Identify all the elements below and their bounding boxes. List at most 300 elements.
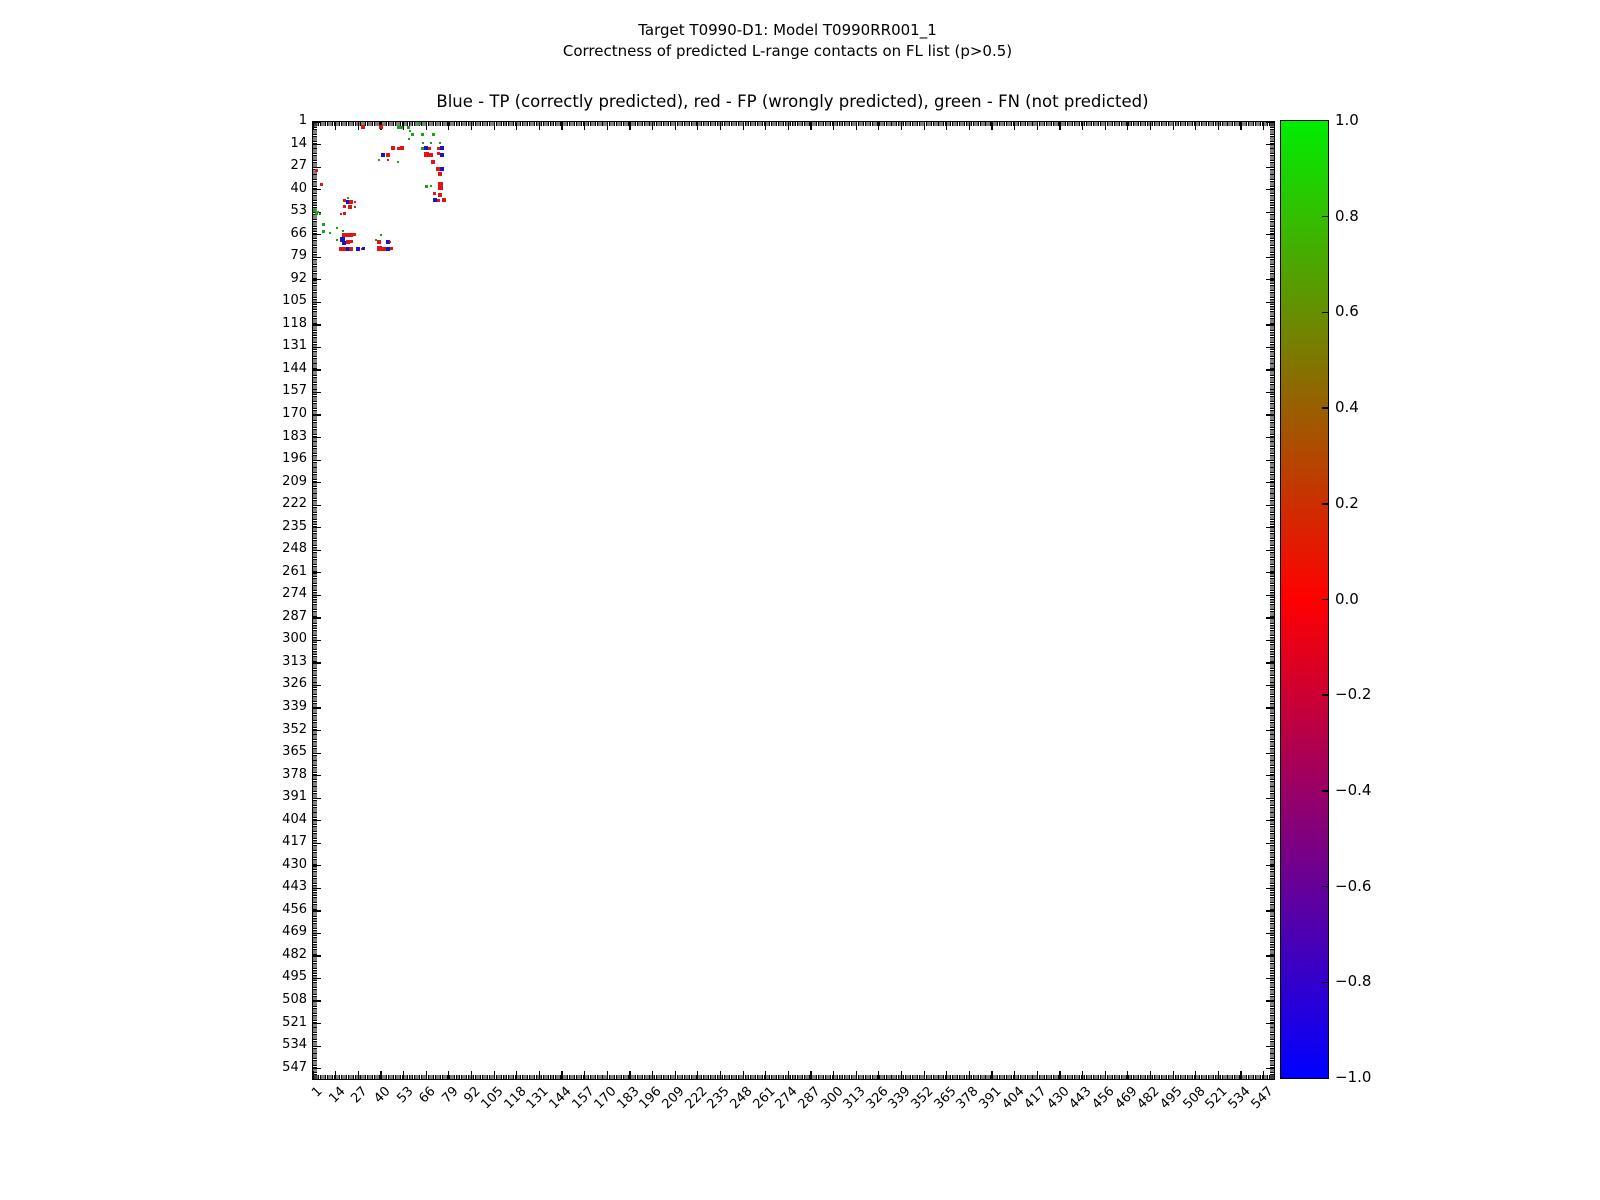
contact-point-tp [440,146,444,150]
contact-point-fp [361,125,365,129]
colorbar-tick-label: 0.8 [1335,206,1359,225]
x-tick-label: 287 [795,1084,824,1113]
x-major-tick-bottom [697,1071,698,1079]
x-major-tick-bottom [1263,1071,1264,1079]
x-tick-label: 27 [348,1084,371,1107]
y-major-tick-left [313,437,321,438]
colorbar-tick [1322,503,1328,505]
x-major-tick-bottom [743,1071,744,1079]
y-tick-label: 66 [290,225,307,241]
contact-point-fn [397,161,399,163]
contact-point-fp [390,247,393,250]
contact-point-tp [362,247,365,250]
x-major-tick-bottom [901,1071,902,1079]
y-major-tick-right [1266,392,1274,393]
y-tick-label: 339 [282,698,307,714]
y-tick-label: 53 [290,203,307,219]
y-tick-label: 105 [282,293,307,309]
contact-point-fp [386,153,390,157]
x-major-tick-bottom [539,1071,540,1079]
y-major-tick-right [1266,189,1274,190]
x-major-tick-top [697,122,698,130]
x-major-tick-bottom [675,1071,676,1079]
x-major-tick-top [1240,122,1241,130]
y-axis-minor-ticks-left [313,122,317,1079]
y-major-tick-left [313,753,321,754]
x-tick-label: 469 [1112,1084,1141,1113]
x-major-tick-bottom [833,1071,834,1079]
x-tick-label: 313 [840,1084,869,1113]
y-major-tick-left [313,888,321,889]
contact-point-fp [315,169,318,172]
y-tick-label: 92 [290,270,307,286]
contact-point-fn [430,142,432,144]
x-tick-label: 183 [614,1084,643,1113]
x-tick-label: 352 [908,1084,937,1113]
x-major-tick-bottom [810,1071,811,1079]
x-major-tick-top [675,122,676,130]
y-major-tick-right [1266,212,1274,213]
x-major-tick-bottom [1082,1071,1083,1079]
x-major-tick-top [516,122,517,130]
y-tick-label: 300 [282,631,307,647]
x-major-tick-bottom [1037,1071,1038,1079]
contact-point-fp [348,205,352,209]
contact-point-fp [433,192,436,195]
contact-point-fp [379,125,383,129]
y-tick-label: 482 [282,946,307,962]
contact-point-fp [389,241,391,243]
x-major-tick-top [1127,122,1128,130]
y-major-tick-left [313,1068,321,1069]
y-major-tick-right [1266,527,1274,528]
y-major-tick-left [313,1046,321,1047]
colorbar-tick-label: −0.8 [1335,972,1372,991]
y-tick-label: 40 [290,180,307,196]
x-major-tick-top [358,122,359,130]
x-major-tick-bottom [788,1071,789,1079]
y-tick-label: 508 [282,991,307,1007]
y-major-tick-left [313,414,321,415]
contact-point-fp [350,240,353,243]
x-major-tick-bottom [335,1071,336,1079]
y-major-tick-left [313,324,321,325]
y-major-tick-left [313,955,321,956]
colorbar-tick [1322,886,1328,888]
y-tick-label: 313 [282,653,307,669]
y-major-tick-right [1266,347,1274,348]
contact-point-fp [353,233,356,236]
y-tick-label: 261 [282,563,307,579]
y-major-tick-left [313,369,321,370]
y-major-tick-left [313,595,321,596]
y-tick-label: 352 [282,721,307,737]
x-major-tick-top [856,122,857,130]
y-major-tick-right [1266,1000,1274,1001]
x-major-tick-bottom [1218,1071,1219,1079]
x-major-tick-top [810,122,811,130]
contact-point-fn [432,133,435,136]
contact-point-fn [411,133,414,136]
y-tick-label: 443 [282,879,307,895]
x-tick-label: 404 [999,1084,1028,1113]
y-major-tick-left [313,482,321,483]
x-tick-label: 300 [817,1084,847,1113]
x-major-tick-top [991,122,992,130]
x-tick-label: 391 [976,1084,1005,1113]
x-tick-label: 235 [704,1084,733,1113]
x-major-tick-bottom [516,1071,517,1079]
y-major-tick-right [1266,978,1274,979]
axes-title: Blue - TP (correctly predicted), red - FP (wrongly predicted), green - FN (not predicted) [436,92,1149,111]
x-major-tick-top [313,122,314,130]
y-major-tick-right [1266,460,1274,461]
x-tick-label: 196 [636,1084,666,1113]
x-major-tick-bottom [946,1071,947,1079]
contact-point-fp [343,205,346,208]
y-major-tick-left [313,1000,321,1001]
y-major-tick-right [1266,820,1274,821]
x-major-tick-top [652,122,653,130]
x-tick-label: 170 [591,1084,620,1113]
y-major-tick-left [313,392,321,393]
x-major-tick-bottom [584,1071,585,1079]
contact-point-fn [409,130,411,132]
colorbar-tick-label: −0.4 [1335,780,1372,799]
x-major-tick-top [743,122,744,130]
contact-point-fn [430,185,432,187]
y-tick-label: 196 [282,451,307,467]
y-tick-label: 144 [282,360,307,376]
x-tick-label: 456 [1089,1084,1118,1113]
y-major-tick-right [1266,1046,1274,1047]
y-major-tick-right [1266,505,1274,506]
y-major-tick-right [1266,167,1274,168]
y-major-tick-right [1266,279,1274,280]
y-major-tick-right [1266,730,1274,731]
contact-point-fn [418,122,421,125]
y-major-tick-right [1266,753,1274,754]
y-tick-label: 547 [282,1059,307,1075]
y-major-tick-right [1266,1068,1274,1069]
colorbar-tick [1322,216,1328,218]
x-major-tick-top [561,122,562,130]
contact-point-fp [428,147,431,150]
x-major-tick-top [539,122,540,130]
x-major-tick-top [1082,122,1083,130]
y-major-tick-left [313,302,321,303]
x-major-tick-bottom [607,1071,608,1079]
x-major-tick-top [788,122,789,130]
y-major-tick-left [313,617,321,618]
y-major-tick-left [313,527,321,528]
x-tick-label: 508 [1180,1084,1209,1113]
y-major-tick-right [1266,572,1274,573]
x-tick-label: 248 [727,1084,756,1113]
y-tick-label: 1 [298,113,307,128]
y-major-tick-right [1266,865,1274,866]
contact-point-fp [391,146,395,150]
x-major-tick-bottom [720,1071,721,1079]
x-major-tick-bottom [426,1071,427,1079]
y-tick-label: 248 [282,541,307,557]
y-major-tick-right [1266,437,1274,438]
contact-point-fp [343,212,346,215]
y-tick-label: 157 [282,383,307,399]
contact-point-fp [438,172,442,176]
x-major-tick-top [765,122,766,130]
y-major-tick-right [1266,640,1274,641]
x-major-tick-bottom [494,1071,495,1079]
x-major-tick-top [1263,122,1264,130]
colorbar-tick-label: 0.2 [1335,493,1359,512]
contact-point-fp [340,213,342,215]
colorbar-tick [1322,312,1328,314]
x-tick-label: 209 [659,1084,688,1113]
x-tick-label: 144 [546,1084,575,1113]
y-major-tick-left [313,707,321,708]
y-tick-label: 495 [282,969,307,985]
x-tick-label: 274 [772,1084,801,1113]
colorbar-tick [1322,407,1328,409]
x-major-tick-bottom [448,1071,449,1079]
x-tick-label: 261 [750,1084,779,1113]
y-major-tick-left [313,843,321,844]
y-tick-label: 469 [282,924,307,940]
x-major-tick-top [833,122,834,130]
y-major-tick-left [313,820,321,821]
y-major-tick-left [313,730,321,731]
y-major-tick-left [313,662,321,663]
y-major-tick-right [1266,122,1274,123]
x-major-tick-top [924,122,925,130]
x-major-tick-bottom [765,1071,766,1079]
x-tick-label: 430 [1044,1084,1073,1113]
x-axis-minor-ticks-top [313,122,1274,126]
contact-point-fp [429,153,433,157]
contact-point-fp [400,146,404,150]
colorbar-tick-label: 1.0 [1335,111,1359,129]
y-tick-label: 27 [290,158,307,174]
x-major-tick-bottom [313,1071,314,1079]
x-major-tick-top [448,122,449,130]
contact-map-plot-area [312,121,1275,1080]
y-major-tick-right [1266,324,1274,325]
y-tick-label: 417 [282,834,307,850]
contact-point-fn [439,142,441,144]
y-major-tick-left [313,279,321,280]
contact-point-fn [400,126,403,129]
y-major-tick-left [313,865,321,866]
contact-point-fp [377,240,381,244]
x-tick-label: 365 [931,1084,960,1113]
contact-point-fn [407,126,410,129]
x-major-tick-top [1173,122,1174,130]
contact-point-fn [319,213,321,215]
x-major-tick-bottom [629,1071,630,1079]
x-major-tick-bottom [1014,1071,1015,1079]
y-tick-label: 170 [282,405,307,421]
x-tick-label: 222 [682,1084,711,1113]
x-tick-label: 547 [1247,1084,1277,1113]
y-tick-label: 326 [282,676,307,692]
x-major-tick-top [584,122,585,130]
y-tick-label: 235 [282,518,307,534]
y-major-tick-right [1266,933,1274,934]
y-tick-label: 430 [282,856,307,872]
contact-point-fp [387,159,389,161]
y-tick-label: 79 [290,248,307,264]
contact-point-fp [431,160,435,164]
x-major-tick-top [1059,122,1060,130]
y-major-tick-right [1266,910,1274,911]
y-tick-label: 14 [290,135,307,151]
x-axis-minor-ticks-bottom [313,1075,1274,1079]
x-major-tick-top [720,122,721,130]
contact-point-fn [336,239,338,241]
x-tick-label: 417 [1021,1084,1050,1113]
y-major-tick-right [1266,302,1274,303]
x-tick-label: 105 [478,1084,507,1113]
y-major-tick-left [313,550,321,551]
y-major-tick-right [1266,234,1274,235]
y-major-tick-right [1266,775,1274,776]
x-major-tick-bottom [358,1071,359,1079]
y-major-tick-right [1266,1023,1274,1024]
x-major-tick-top [494,122,495,130]
y-tick-label: 209 [282,473,307,489]
contact-point-tp [440,153,444,157]
colorbar-gradient [1280,120,1329,1079]
y-major-tick-right [1266,955,1274,956]
y-major-tick-left [313,189,321,190]
colorbar-tick-label: −1.0 [1335,1068,1372,1086]
y-major-tick-left [313,460,321,461]
y-tick-label: 222 [282,496,307,512]
x-major-tick-bottom [403,1071,404,1079]
contact-point-fp [320,183,323,186]
x-major-tick-bottom [878,1071,879,1079]
x-tick-label: 339 [885,1084,915,1113]
x-major-tick-top [607,122,608,130]
x-major-tick-top [1195,122,1196,130]
x-major-tick-bottom [1240,1071,1241,1079]
contact-point-fn [315,212,318,215]
x-major-tick-bottom [1173,1071,1174,1079]
x-tick-label: 131 [523,1084,552,1113]
contact-point-tp [356,247,360,251]
x-major-tick-top [1037,122,1038,130]
colorbar-tick [1322,790,1328,792]
y-tick-label: 521 [282,1014,307,1030]
contact-point-fp [354,201,356,203]
figure-suptitle [0,20,1575,62]
y-major-tick-right [1266,550,1274,551]
x-major-tick-bottom [1150,1071,1151,1079]
colorbar-tick-label: −0.6 [1335,876,1372,895]
colorbar-tick [1322,694,1328,696]
x-major-tick-bottom [380,1071,381,1079]
contact-point-fn [322,223,325,226]
x-major-tick-top [969,122,970,130]
y-tick-label: 118 [282,315,307,331]
x-major-tick-bottom [924,1071,925,1079]
y-tick-label: 365 [282,744,307,760]
x-major-tick-bottom [991,1071,992,1079]
contact-point-tp [440,167,444,171]
y-tick-label: 456 [282,901,307,917]
x-tick-label: 495 [1157,1084,1186,1113]
contact-point-fp [377,246,382,251]
y-tick-label: 391 [282,789,307,805]
contact-point-fn [378,159,380,161]
contact-point-tp [381,153,385,157]
colorbar-tick [1322,599,1328,601]
contact-point-fp [438,193,442,197]
y-major-tick-right [1266,843,1274,844]
contact-point-fn [322,230,325,233]
x-tick-label: 14 [325,1084,349,1107]
y-major-tick-left [313,685,321,686]
contact-point-fn [425,185,428,188]
contact-point-fn [380,234,382,236]
contact-point-fn [421,133,424,136]
x-tick-label: 79 [439,1084,462,1107]
y-major-tick-left [313,347,321,348]
x-tick-label: 443 [1066,1084,1096,1113]
x-tick-label: 1 [309,1084,326,1101]
x-major-tick-bottom [471,1071,472,1079]
x-tick-label: 326 [863,1084,892,1113]
y-major-tick-right [1266,888,1274,889]
x-major-tick-top [1150,122,1151,130]
x-major-tick-top [335,122,336,130]
x-tick-label: 378 [953,1084,982,1113]
colorbar-tick-label: 0.6 [1335,302,1359,321]
y-major-tick-right [1266,707,1274,708]
y-major-tick-right [1266,257,1274,258]
y-major-tick-right [1266,369,1274,370]
x-major-tick-bottom [1195,1071,1196,1079]
y-major-tick-right [1266,798,1274,799]
x-tick-label: 92 [461,1084,485,1107]
contact-point-fp [424,152,429,157]
x-tick-label: 521 [1202,1084,1231,1113]
y-major-tick-left [313,505,321,506]
suptitle-line-1: Target T0990-D1: Model T0990RR001_1 [638,21,937,39]
y-major-tick-left [313,933,321,934]
x-tick-label: 53 [393,1084,417,1107]
x-major-tick-top [946,122,947,130]
x-tick-label: 118 [501,1084,530,1113]
contact-point-fp [349,200,353,204]
y-tick-label: 404 [282,811,307,827]
x-major-tick-bottom [1127,1071,1128,1079]
contact-point-fn [336,227,338,229]
colorbar-tick [1322,982,1328,984]
y-major-tick-right [1266,595,1274,596]
x-major-tick-top [629,122,630,130]
y-tick-label: 183 [282,428,307,444]
x-major-tick-top [471,122,472,130]
y-tick-label: 274 [282,586,307,602]
y-tick-label: 534 [282,1037,307,1053]
contact-point-fp [442,198,446,202]
y-major-tick-left [313,775,321,776]
y-major-tick-right [1266,414,1274,415]
x-major-tick-top [426,122,427,130]
suptitle-line-2: Correctness of predicted L-range contacts on FL list (p>0.5) [562,42,1013,60]
